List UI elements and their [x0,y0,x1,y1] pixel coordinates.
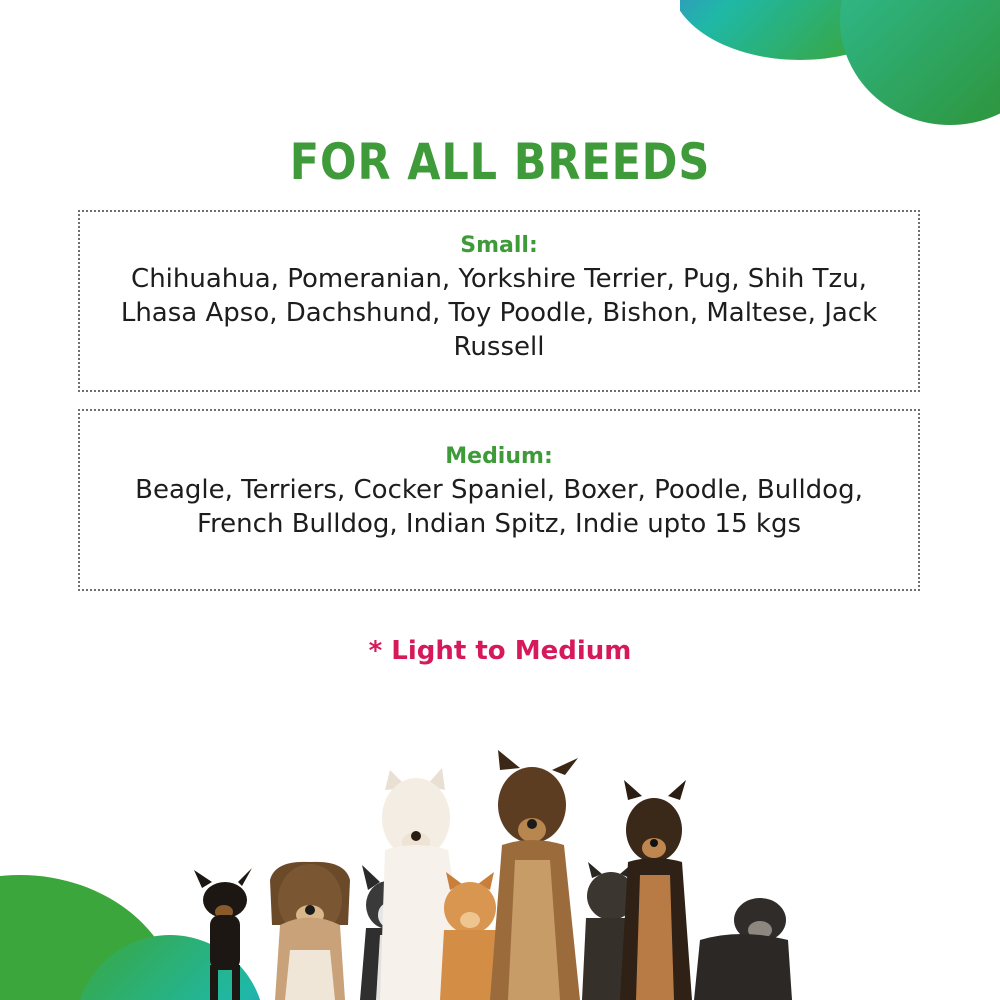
breed-box-small [78,210,920,392]
activity-level-note: * Light to Medium [368,636,632,666]
breed-list: Chihuahua, Pomeranian, Yorkshire Terrier, Pug, Shih Tzu, Lhasa Apso, Dachshund, Toy Poodle, Bishon, Maltese, Jack Russell [120,264,878,362]
dog-figure [620,780,692,1000]
decorative-gradient-blob-top-right [680,0,1000,130]
breed-list: Beagle, Terriers, Cocker Spaniel, Boxer, Poodle, Bulldog, French Bulldog, Indian Spitz, Indie upto 15 kgs [135,475,863,539]
dogs-group-image [180,750,800,1000]
breed-size-heading: Small: [460,233,538,258]
page-title: FOR ALL BREEDS [289,133,711,191]
breed-size-heading: Medium: [445,444,553,469]
breed-box-medium [78,409,920,591]
dog-figure [194,868,252,1000]
dog-figure [270,862,350,1000]
dog-figure [490,750,580,1000]
dog-figure [694,898,792,1000]
